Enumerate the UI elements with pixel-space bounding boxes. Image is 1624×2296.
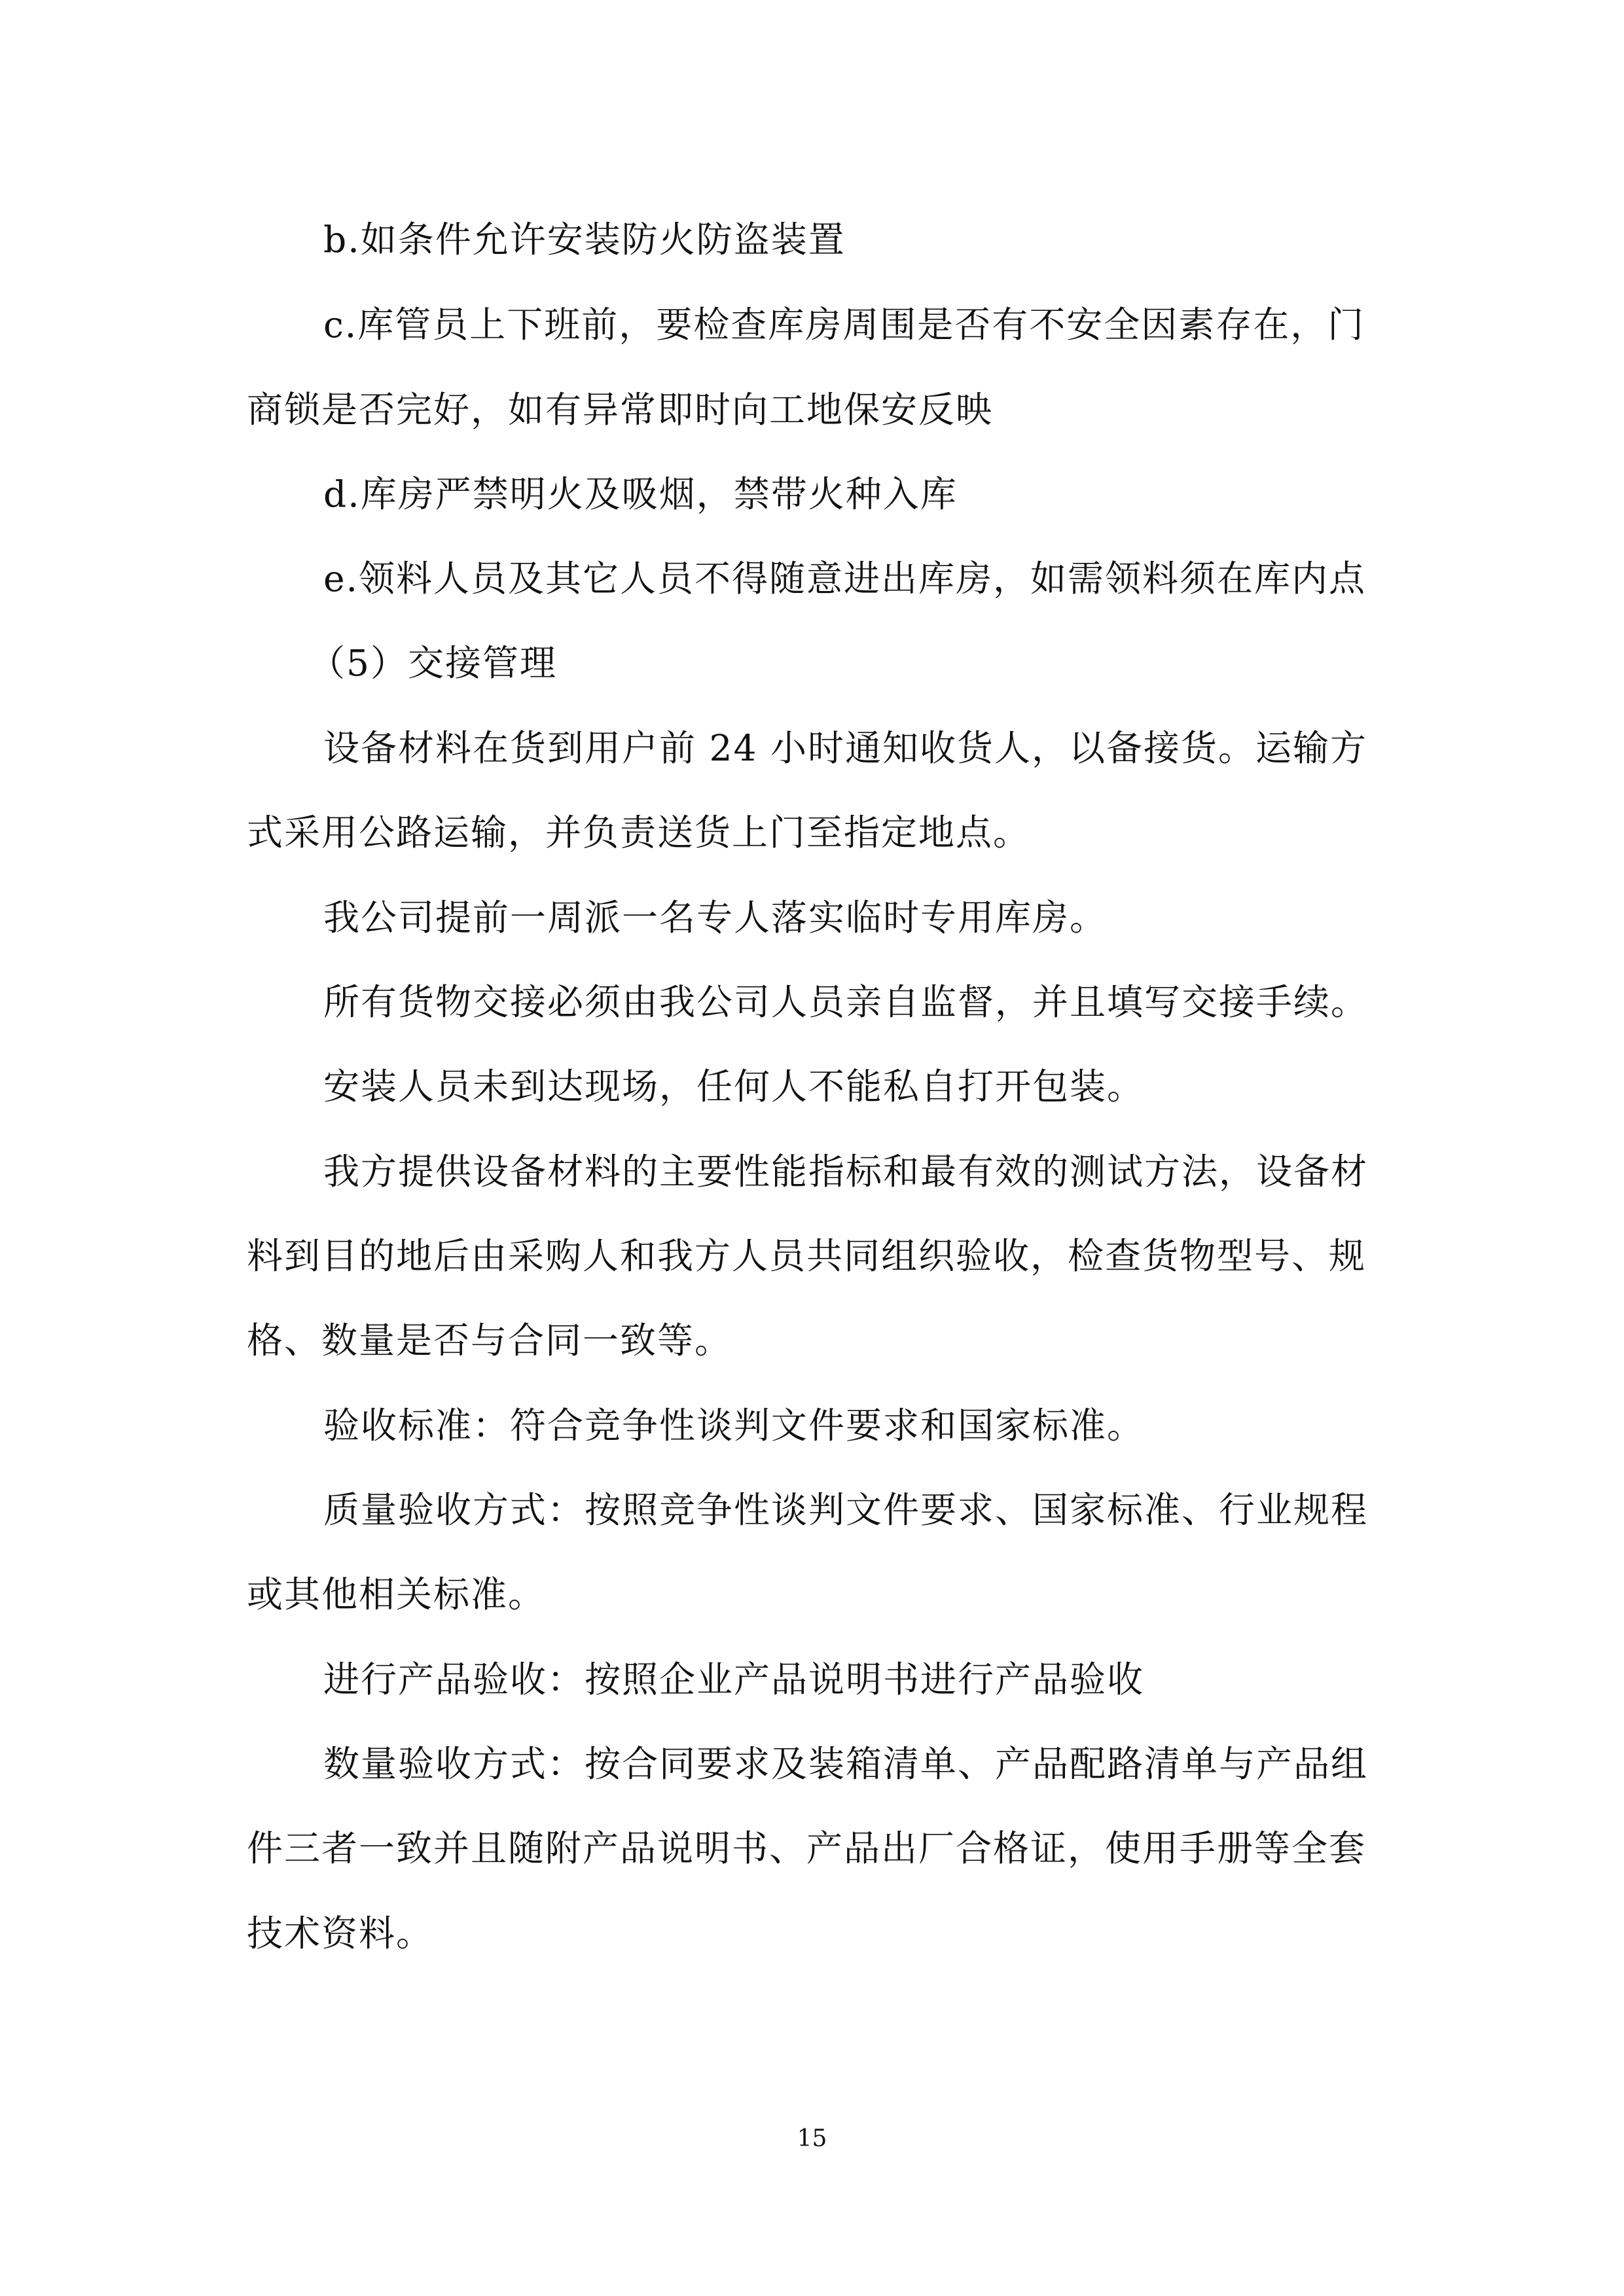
section-heading-handover: （5）交接管理 (309, 642, 557, 684)
paragraph-testing-cont-2: 格、数量是否与合同一致等。 (247, 1319, 732, 1361)
text-line-item-b: b.如条件允许安装防火防盗装置 (323, 219, 846, 260)
text-line-item-c: c.库管员上下班前，要检查库房周围是否有不安全因素存在，门 (323, 304, 1365, 346)
page-number: 15 (797, 2125, 827, 2152)
paragraph-quality-acceptance-cont: 或其他相关标准。 (247, 1573, 546, 1615)
paragraph-testing-cont-1: 料到目的地后由采购人和我方人员共同组织验收，检查货物型号、规 (247, 1235, 1367, 1277)
paragraph-delivery: 设备材料在货到用户前 24 小时通知收货人，以备接货。运输方 (323, 727, 1367, 769)
paragraph-quantity-acceptance-cont-1: 件三者一致并且随附产品说明书、产品出厂合格证，使用手册等全套 (247, 1827, 1367, 1869)
paragraph-warehouse: 我公司提前一周派一名专人落实临时专用库房。 (323, 897, 1108, 939)
text-line-item-c-cont: 商锁是否完好，如有异常即时向工地保安反映 (247, 389, 994, 431)
paragraph-product-acceptance: 进行产品验收：按照企业产品说明书进行产品验收 (323, 1659, 1145, 1700)
paragraph-acceptance-standard: 验收标准：符合竞争性谈判文件要求和国家标准。 (323, 1405, 1145, 1446)
paragraph-quality-acceptance: 质量验收方式：按照竞争性谈判文件要求、国家标准、行业规程 (323, 1489, 1369, 1531)
paragraph-supervision: 所有货物交接必须由我公司人员亲自监督，并且填写交接手续。 (323, 981, 1369, 1023)
text-line-item-e: e.领料人员及其它人员不得随意进出库房，如需领料须在库内点 (323, 558, 1367, 600)
paragraph-delivery-cont: 式采用公路运输，并负责送货上门至指定地点。 (247, 812, 1031, 853)
paragraph-quantity-acceptance: 数量验收方式：按合同要求及装箱清单、产品配路清单与产品组 (323, 1743, 1369, 1785)
text-line-item-d: d.库房严禁明火及吸烟，禁带火种入库 (323, 473, 958, 515)
paragraph-testing: 我方提供设备材料的主要性能指标和最有效的测试方法，设备材 (323, 1151, 1369, 1193)
paragraph-quantity-acceptance-cont-2: 技术资料。 (247, 1912, 434, 1954)
paragraph-packaging: 安装人员未到达现场，任何人不能私自打开包装。 (323, 1066, 1145, 1107)
